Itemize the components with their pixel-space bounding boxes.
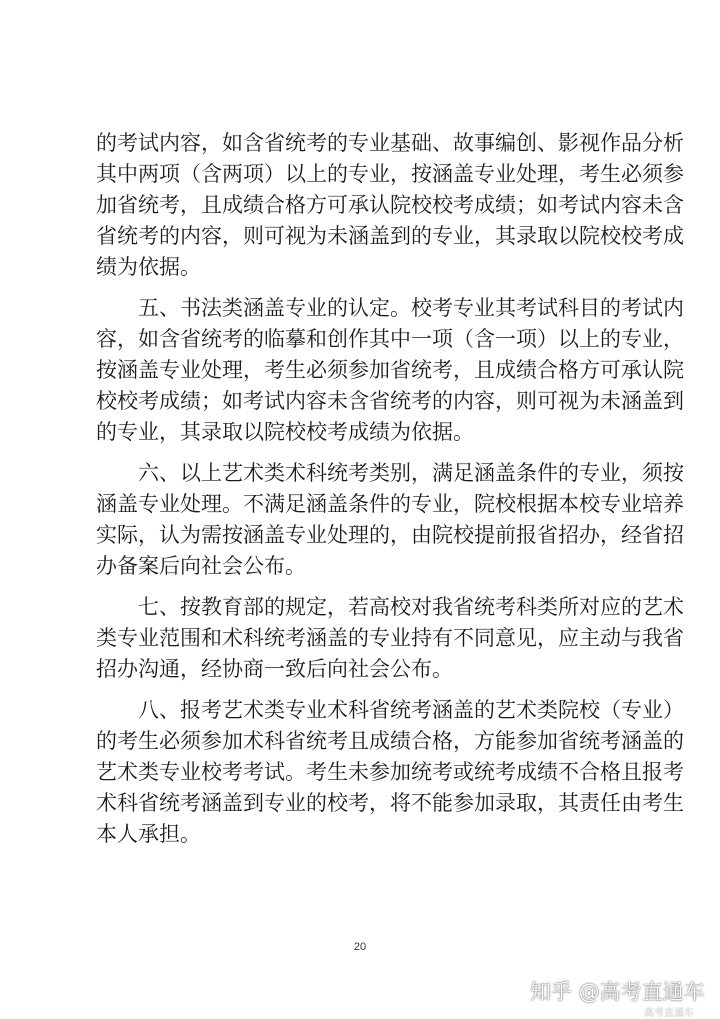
paragraph-1 — [96, 128, 684, 283]
text-line: 绩为依据。 — [96, 255, 201, 279]
text-line: 七、按教育部的规定，若高校对我省统考科类所对应的艺术 — [96, 595, 684, 619]
text-line: 的考试内容，如含省统考的专业基础、故事编创、影视作品分析 — [96, 131, 684, 155]
text-line: 类专业范围和术科统考涵盖的专业持有不同意见，应主动与我省 — [96, 626, 684, 650]
text-line: 办备案后向社会公布。 — [96, 554, 306, 578]
text-line: 的专业，其录取以院校校考成绩为依据。 — [96, 420, 474, 444]
text-line: 涵盖专业处理。不满足涵盖条件的专业，院校根据本校专业培养 — [96, 492, 684, 516]
text-line: 六、以上艺术类术科统考类别，满足涵盖条件的专业，须按 — [96, 461, 684, 485]
paragraph-7 — [96, 592, 684, 685]
text-line: 术科省统考涵盖到专业的校考，将不能参加录取，其责任由考生 — [96, 791, 684, 815]
text-line: 五、书法类涵盖专业的认定。校考专业其考试科目的考试内 — [96, 296, 684, 320]
document-body — [96, 128, 684, 850]
text-line: 招办沟通，经协商一致后向社会公布。 — [96, 657, 453, 681]
zhihu-watermark: 知乎 @高考直通车 — [530, 980, 705, 1004]
text-line: 其中两项（含两项）以上的专业，按涵盖专业处理，考生必须参 — [96, 162, 684, 186]
text-line: 实际，认为需按涵盖专业处理的，由院校提前报省招办，经省招 — [96, 523, 684, 547]
paragraph-5-calligraphy — [96, 293, 684, 448]
text-line: 加省统考，且成绩合格方可承认院校校考成绩；如考试内容未含 — [96, 193, 684, 217]
text-line: 艺术类专业校考考试。考生未参加统考或统考成绩不合格且报考 — [96, 760, 684, 784]
page-number: 20 — [353, 941, 367, 953]
text-line: 的考生必须参加术科省统考且成绩合格，方能参加省统考涵盖的 — [96, 729, 684, 753]
watermark-small-label: 高考直通车 — [644, 1008, 694, 1019]
text-line: 本人承担。 — [96, 822, 201, 846]
text-line: 按涵盖专业处理，考生必须参加省统考，且成绩合格方可承认院 — [96, 358, 684, 382]
paragraph-8 — [96, 695, 684, 850]
text-line: 校校考成绩；如考试内容未含省统考的内容，则可视为未涵盖到 — [96, 389, 684, 413]
text-line: 八、报考艺术类专业术科省统考涵盖的艺术类院校（专业） — [96, 698, 684, 722]
text-line: 省统考的内容，则可视为未涵盖到的专业，其录取以院校校考成 — [96, 224, 684, 248]
text-line: 容，如含省统考的临摹和创作其中一项（含一项）以上的专业， — [96, 327, 684, 351]
paragraph-6 — [96, 458, 684, 582]
